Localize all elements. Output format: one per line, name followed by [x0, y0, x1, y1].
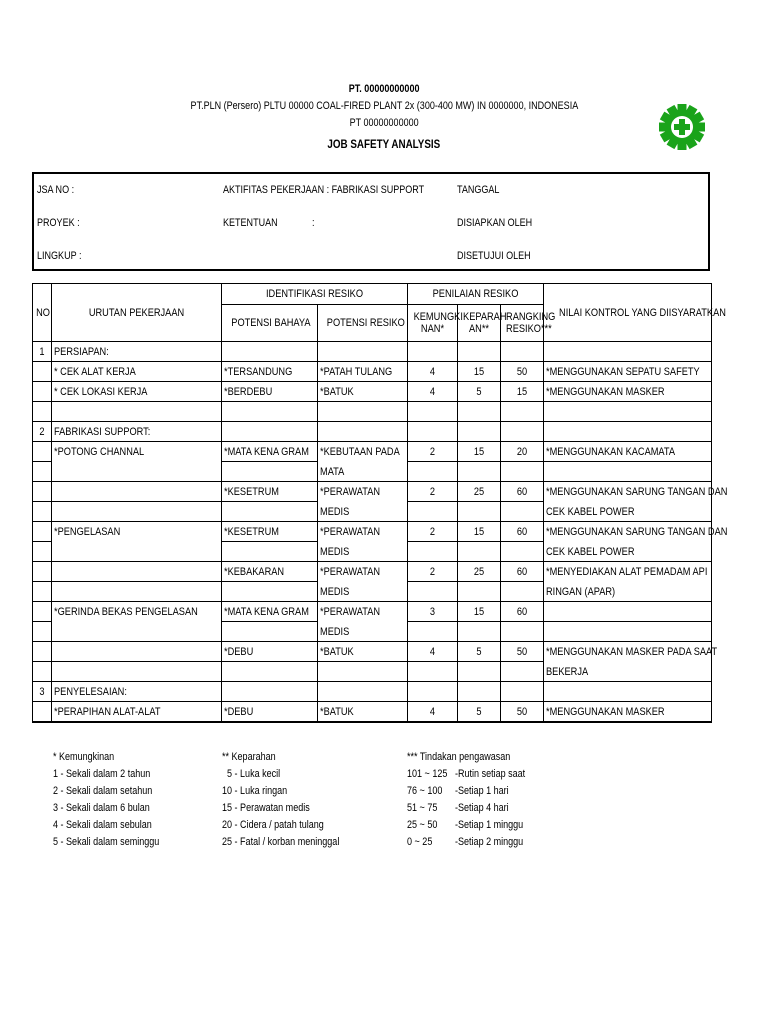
potensi-bahaya-cell [222, 622, 318, 642]
legend-kemungkinan [53, 749, 183, 851]
row-no [33, 462, 52, 482]
table-row [33, 362, 712, 382]
potensi-resiko-cell [318, 342, 408, 362]
kontrol-cell: RINGAN (APAR) [544, 582, 712, 602]
legend-keparahan-line: ** Keparahan [222, 751, 276, 763]
aktifitas-label: AKTIFITAS PEKERJAAN : FABRIKASI SUPPORT [223, 184, 425, 196]
task-cell: *GERINDA BEKAS PENGELASAN [52, 602, 222, 622]
task-cell [52, 482, 222, 502]
potensi-bahaya-cell [222, 422, 318, 442]
keparahan-cell [458, 542, 501, 562]
lingkup-label: LINGKUP : [37, 250, 82, 262]
task-cell: PERSIAPAN: [52, 342, 222, 362]
rangking-cell [501, 582, 544, 602]
row-no [33, 502, 52, 522]
row-no [33, 702, 52, 723]
rangking-cell: 20 [501, 442, 544, 462]
legend-keparahan-line: 20 - Cidera / patah tulang [222, 819, 324, 831]
table-row [33, 442, 712, 462]
row-no [33, 562, 52, 582]
kontrol-cell: *MENYEDIAKAN ALAT PEMADAM API [544, 562, 712, 582]
job-info-box [32, 172, 710, 271]
table-row [33, 662, 712, 682]
potensi-resiko-cell [318, 682, 408, 702]
rangking-cell [501, 402, 544, 422]
potensi-bahaya-cell [222, 582, 318, 602]
ketentuan-colon: : [312, 217, 315, 229]
keparahan-cell: 15 [458, 442, 501, 462]
rangking-cell: 15 [501, 382, 544, 402]
table-row [33, 342, 712, 362]
jsa-no-label: JSA NO : [37, 184, 75, 196]
company-name-2: PT 00000000000 [349, 117, 419, 129]
table-row [33, 582, 712, 602]
row-no [33, 522, 52, 542]
kemungkinan-cell: 4 [408, 702, 458, 723]
table-row [33, 702, 712, 723]
table-row [33, 642, 712, 662]
kemungkinan-cell [408, 622, 458, 642]
legend-tindakan-title: *** Tindakan pengawasan [407, 751, 511, 763]
potensi-resiko-cell: *PERAWATAN [318, 482, 408, 502]
row-no [33, 442, 52, 462]
row-no [33, 602, 52, 622]
potensi-resiko-cell: MATA [318, 462, 408, 482]
row-no [33, 662, 52, 682]
kontrol-cell: *MENGGUNAKAN KACAMATA [544, 442, 712, 462]
table-row [33, 502, 712, 522]
row-no [33, 582, 52, 602]
kemungkinan-cell [408, 502, 458, 522]
row-no [33, 382, 52, 402]
keparahan-cell [458, 622, 501, 642]
row-no [33, 402, 52, 422]
legend-kemungkinan-line: 3 - Sekali dalam 6 bulan [53, 802, 150, 814]
potensi-resiko-cell: *BATUK [318, 382, 408, 402]
potensi-resiko-cell: *BATUK [318, 702, 408, 723]
task-cell: *POTONG CHANNAL [52, 442, 222, 462]
keparahan-cell [458, 402, 501, 422]
table-row [33, 622, 712, 642]
legend-keparahan-line: 15 - Perawatan medis [222, 802, 310, 814]
keparahan-cell: 25 [458, 562, 501, 582]
legend-tindakan [407, 749, 567, 851]
keparahan-cell [458, 342, 501, 362]
potensi-bahaya-cell: *KEBAKARAN [222, 562, 318, 582]
keparahan-cell [458, 422, 501, 442]
keparahan-cell: 15 [458, 362, 501, 382]
kemungkinan-cell: 4 [408, 362, 458, 382]
header-kemungkinan: KEMUNGKI NAN* [408, 305, 458, 342]
row-no [33, 482, 52, 502]
ketentuan-label: KETENTUAN [223, 217, 278, 229]
legend-keparahan-line: 5 - Luka kecil [222, 768, 281, 780]
task-cell: * CEK ALAT KERJA [52, 362, 222, 382]
k3-safety-logo-icon [658, 94, 706, 160]
keparahan-cell: 5 [458, 642, 501, 662]
legend-keparahan [222, 749, 365, 851]
task-cell: FABRIKASI SUPPORT: [52, 422, 222, 442]
task-cell: *PENGELASAN [52, 522, 222, 542]
potensi-bahaya-cell: *MATA KENA GRAM [222, 442, 318, 462]
task-cell [52, 502, 222, 522]
potensi-bahaya-cell: *BERDEBU [222, 382, 318, 402]
table-row [33, 402, 712, 422]
legend-tindakan-row: 25 ~ 50 -Setiap 1 minggu [407, 819, 524, 831]
kemungkinan-cell [408, 422, 458, 442]
kemungkinan-cell: 2 [408, 442, 458, 462]
kemungkinan-cell: 2 [408, 522, 458, 542]
potensi-bahaya-cell [222, 402, 318, 422]
rangking-cell: 60 [501, 562, 544, 582]
kemungkinan-cell [408, 662, 458, 682]
kontrol-cell: *MENGGUNAKAN SARUNG TANGAN DAN [544, 522, 712, 542]
table-row [33, 482, 712, 502]
kontrol-cell: *MENGGUNAKAN SARUNG TANGAN DAN [544, 482, 712, 502]
potensi-resiko-cell: *PERAWATAN [318, 602, 408, 622]
table-row [33, 462, 712, 482]
potensi-resiko-cell: MEDIS [318, 502, 408, 522]
potensi-bahaya-cell [222, 682, 318, 702]
kontrol-cell: *MENGGUNAKAN MASKER PADA SAAT [544, 642, 712, 662]
table-row [33, 682, 712, 702]
row-no [33, 542, 52, 562]
task-cell [52, 462, 222, 482]
row-no [33, 622, 52, 642]
rangking-cell [501, 502, 544, 522]
document-title: JOB SAFETY ANALYSIS [327, 137, 441, 151]
rangking-cell [501, 622, 544, 642]
legend-tindakan-row: 76 ~ 100 -Setiap 1 hari [407, 785, 509, 797]
potensi-bahaya-cell: *KESETRUM [222, 482, 318, 502]
keparahan-cell [458, 462, 501, 482]
task-cell: PENYELESAIAN: [52, 682, 222, 702]
keparahan-cell [458, 582, 501, 602]
task-cell: * CEK LOKASI KERJA [52, 382, 222, 402]
rangking-cell: 50 [501, 642, 544, 662]
task-cell [52, 662, 222, 682]
rangking-cell [501, 682, 544, 702]
table-row [33, 602, 712, 622]
tanggal-label: TANGGAL [457, 184, 500, 196]
kontrol-cell [544, 342, 712, 362]
jsa-table [32, 283, 728, 723]
potensi-resiko-cell [318, 402, 408, 422]
legend-kemungkinan-line: 2 - Sekali dalam setahun [53, 785, 153, 797]
rangking-cell [501, 342, 544, 362]
row-no [33, 362, 52, 382]
legend-tindakan-row: 101 ~ 125 -Rutin setiap saat [407, 768, 526, 780]
potensi-bahaya-cell: *MATA KENA GRAM [222, 602, 318, 622]
potensi-bahaya-cell [222, 662, 318, 682]
potensi-resiko-cell: MEDIS [318, 622, 408, 642]
kontrol-cell [544, 462, 712, 482]
legend-kemungkinan-line: 1 - Sekali dalam 2 tahun [53, 768, 151, 780]
keparahan-cell: 15 [458, 522, 501, 542]
task-cell [52, 622, 222, 642]
potensi-bahaya-cell [222, 462, 318, 482]
header-rangking: RANGKING RESIKO*** [501, 305, 544, 342]
header-urutan: URUTAN PEKERJAAN [52, 284, 222, 342]
company-name: PT. 00000000000 [348, 83, 420, 95]
row-no: 3 [33, 682, 52, 702]
legend-kemungkinan-line: * Kemungkinan [53, 751, 115, 763]
keparahan-cell [458, 502, 501, 522]
potensi-resiko-cell: MEDIS [318, 582, 408, 602]
disetujui-label: DISETUJUI OLEH [457, 250, 531, 262]
kemungkinan-cell: 4 [408, 382, 458, 402]
kemungkinan-cell: 2 [408, 562, 458, 582]
kontrol-cell: CEK KABEL POWER [544, 542, 712, 562]
kontrol-cell [544, 422, 712, 442]
task-cell: *PERAPIHAN ALAT-ALAT [52, 702, 222, 723]
potensi-resiko-cell: *PERAWATAN [318, 522, 408, 542]
kemungkinan-cell: 3 [408, 602, 458, 622]
kemungkinan-cell [408, 402, 458, 422]
header-no: NO [33, 284, 52, 342]
kontrol-cell [544, 682, 712, 702]
table-row [33, 422, 712, 442]
kontrol-cell: *MENGGUNAKAN MASKER [544, 382, 712, 402]
keparahan-cell: 25 [458, 482, 501, 502]
header-keparahan: KEPARAH AN** [458, 305, 501, 342]
potensi-resiko-cell: *PATAH TULANG [318, 362, 408, 382]
keparahan-cell [458, 662, 501, 682]
kemungkinan-cell [408, 582, 458, 602]
task-cell [52, 402, 222, 422]
table-row [33, 522, 712, 542]
potensi-bahaya-cell [222, 502, 318, 522]
rangking-cell [501, 422, 544, 442]
rangking-cell: 50 [501, 362, 544, 382]
legend-tindakan-row: 0 ~ 25 -Setiap 2 minggu [407, 836, 524, 848]
kontrol-cell: *MENGGUNAKAN SEPATU SAFETY [544, 362, 712, 382]
rangking-cell: 60 [501, 522, 544, 542]
task-cell [52, 582, 222, 602]
table-row [33, 542, 712, 562]
kontrol-cell: *MENGGUNAKAN MASKER [544, 702, 712, 723]
legend-kemungkinan-line: 5 - Sekali dalam seminggu [53, 836, 160, 848]
row-no [33, 642, 52, 662]
keparahan-cell: 5 [458, 382, 501, 402]
potensi-resiko-cell: *BATUK [318, 642, 408, 662]
task-cell [52, 542, 222, 562]
potensi-resiko-cell: MEDIS [318, 542, 408, 562]
potensi-bahaya-cell: *DEBU [222, 642, 318, 662]
table-row [33, 382, 712, 402]
potensi-resiko-cell [318, 662, 408, 682]
rangking-cell [501, 462, 544, 482]
kemungkinan-cell [408, 542, 458, 562]
kemungkinan-cell: 4 [408, 642, 458, 662]
kontrol-cell [544, 622, 712, 642]
legend-keparahan-line: 10 - Luka ringan [222, 785, 288, 797]
potensi-resiko-cell: *KEBUTAAN PADA [318, 442, 408, 462]
rangking-cell [501, 662, 544, 682]
potensi-resiko-cell: *PERAWATAN [318, 562, 408, 582]
task-cell [52, 642, 222, 662]
table-row [33, 562, 712, 582]
header-penilaian: PENILAIAN RESIKO [408, 284, 544, 305]
keparahan-cell [458, 682, 501, 702]
legend-kemungkinan-line: 4 - Sekali dalam sebulan [53, 819, 152, 831]
potensi-bahaya-cell [222, 342, 318, 362]
row-no: 2 [33, 422, 52, 442]
header-nilai-kontrol: NILAI KONTROL YANG DIISYARATKAN [544, 284, 712, 342]
kemungkinan-cell [408, 342, 458, 362]
legend-tindakan-row: 51 ~ 75 -Setiap 4 hari [407, 802, 509, 814]
keparahan-cell: 15 [458, 602, 501, 622]
legend-keparahan-line: 25 - Fatal / korban meninggal [222, 836, 340, 848]
potensi-bahaya-cell: *TERSANDUNG [222, 362, 318, 382]
disiapkan-label: DISIAPKAN OLEH [457, 217, 533, 229]
kontrol-cell: CEK KABEL POWER [544, 502, 712, 522]
rangking-cell: 60 [501, 482, 544, 502]
kemungkinan-cell: 2 [408, 482, 458, 502]
potensi-bahaya-cell: *DEBU [222, 702, 318, 723]
kontrol-cell: BEKERJA [544, 662, 712, 682]
kemungkinan-cell [408, 462, 458, 482]
potensi-resiko-cell [318, 422, 408, 442]
plant-name: PT.PLN (Persero) PLTU 00000 COAL-FIRED PLANT 2x (300-400 MW) IN 0000000, INDONESIA [190, 100, 578, 112]
rangking-cell: 60 [501, 602, 544, 622]
header-potensi-bahaya: POTENSI BAHAYA [222, 305, 318, 342]
header-potensi-resiko: POTENSI RESIKO [318, 305, 408, 342]
proyek-label: PROYEK : [37, 217, 80, 229]
rangking-cell: 50 [501, 702, 544, 723]
task-cell [52, 562, 222, 582]
row-no: 1 [33, 342, 52, 362]
kemungkinan-cell [408, 682, 458, 702]
potensi-bahaya-cell [222, 542, 318, 562]
rangking-cell [501, 542, 544, 562]
potensi-bahaya-cell: *KESETRUM [222, 522, 318, 542]
keparahan-cell: 5 [458, 702, 501, 723]
kontrol-cell [544, 402, 712, 422]
kontrol-cell [544, 602, 712, 622]
header-identifikasi: IDENTIFIKASI RESIKO [222, 284, 408, 305]
